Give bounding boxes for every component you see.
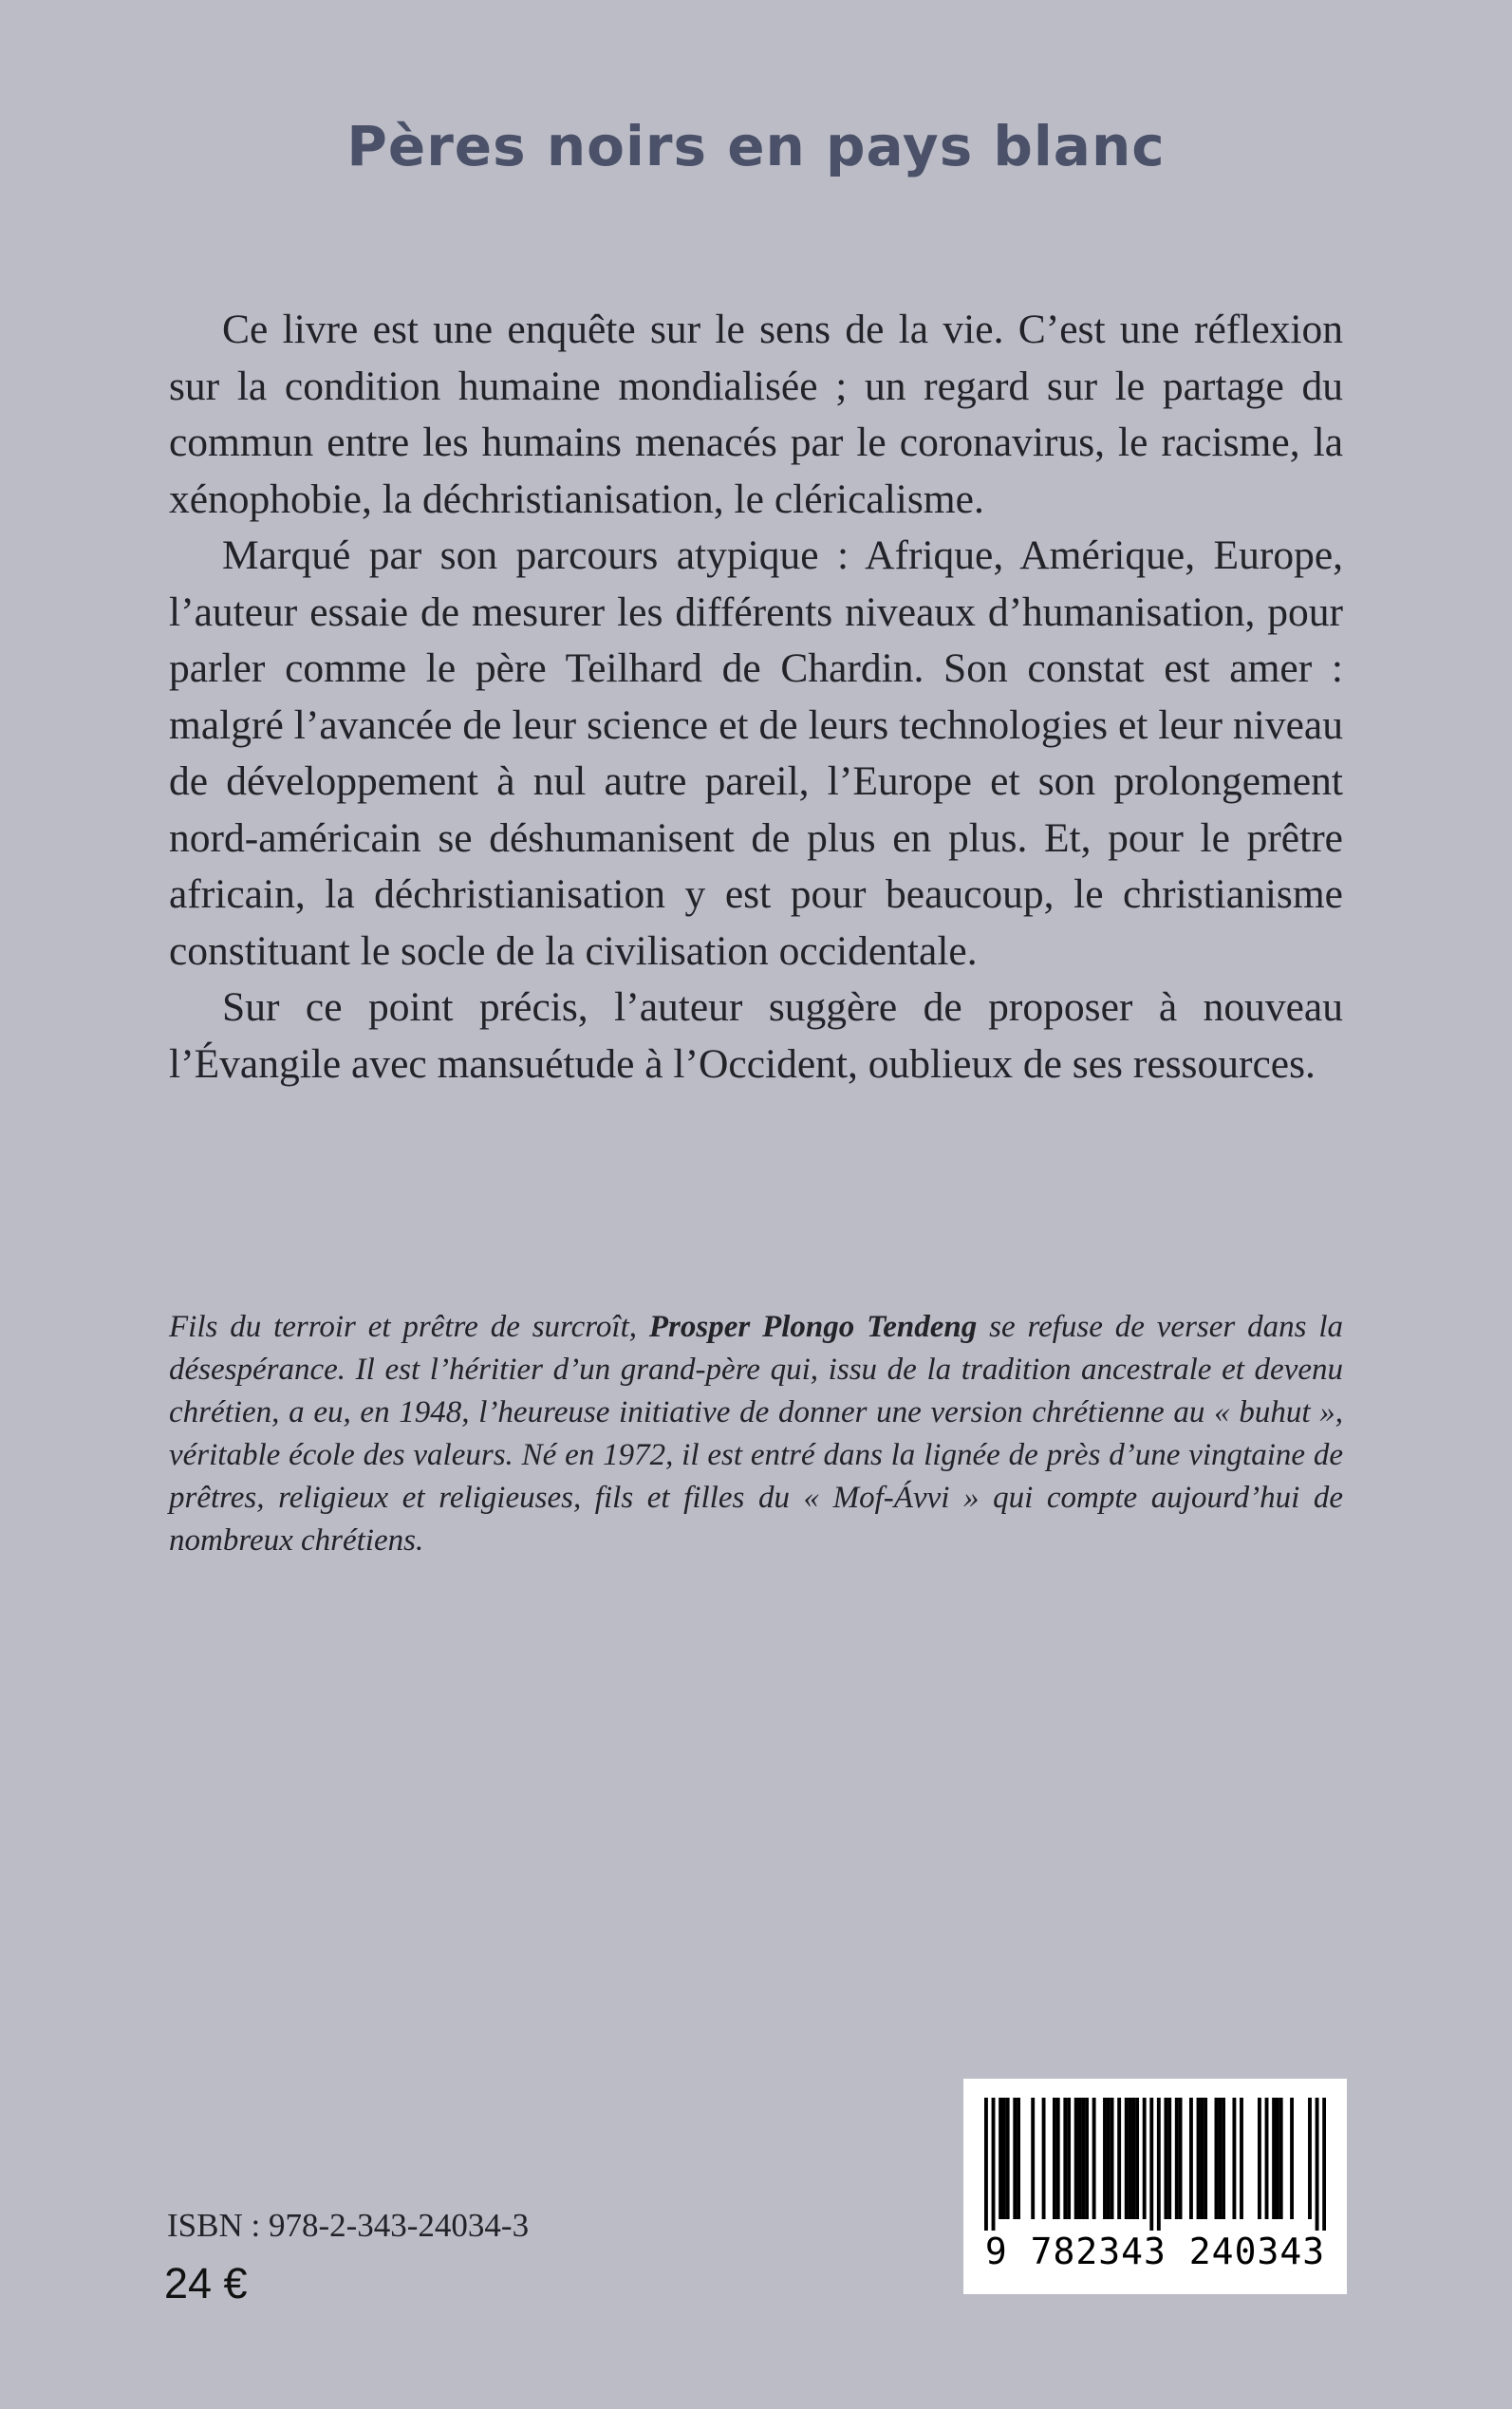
- back-cover-blurb: [169, 302, 1343, 1092]
- barcode-bar: [1157, 2098, 1161, 2231]
- barcode-bar: [1204, 2098, 1207, 2219]
- barcode-bar: [1265, 2098, 1269, 2219]
- barcode-bar: [1103, 2098, 1107, 2219]
- barcode-bar: [1218, 2098, 1222, 2219]
- barcode-bar: [1006, 2098, 1010, 2219]
- author-bio: [169, 1306, 1343, 1562]
- barcode-bar: [1179, 2098, 1183, 2219]
- barcode-bar: [1074, 2098, 1078, 2219]
- barcode-bar: [1167, 2098, 1171, 2219]
- barcode-bar: [1222, 2098, 1225, 2219]
- blurb-paragraph: Ce livre est une enquête sur le sens de la vie. C’est une réflexion sur la condition humaine mondialisée ; un regard sur le partage du commun entre les humains menacés par le coronavirus, le racisme, la xénophobie, la déchristianisation, le cléricalisme.: [169, 307, 1343, 522]
- barcode-bar: [1081, 2098, 1085, 2219]
- barcode-bar: [1013, 2098, 1017, 2219]
- barcode-bar: [1111, 2098, 1114, 2219]
- barcode-bar: [1002, 2098, 1006, 2219]
- isbn: ISBN : 978-2-343-24034-3: [167, 2207, 530, 2244]
- book-title: Pères noirs en pays blanc: [346, 114, 1166, 178]
- barcode-bar: [1117, 2098, 1121, 2219]
- author-bio-intro: Fils du terroir et prêtre de surcroît,: [169, 1310, 649, 1344]
- barcode-bar: [1125, 2098, 1129, 2219]
- barcode: [963, 2079, 1347, 2294]
- barcode-bar: [1078, 2098, 1082, 2219]
- barcode-bar: [1215, 2098, 1219, 2219]
- barcode-bar: [1056, 2098, 1060, 2219]
- author-bio-text: se refuse de verser dans la désespérance. Il est l’héritier d’un grand-père qui, issu de la tradition ancestrale et devenu chrétien, a eu, en 1948, l’heureuse initiative de donner une version chrétienne au « buhut », véritable école des valeurs. Né en 1972, il est entré dans la lignée de près d’une vingtaine de prêtres, religieux et religieuses, fils et filles du « Mof-Ávvi » qui compte aujourd’hui de nombreux chrétiens.: [169, 1310, 1343, 1558]
- price: 24 €: [164, 2259, 248, 2307]
- barcode-bar: [1143, 2098, 1147, 2219]
- barcode-bar: [1135, 2098, 1139, 2219]
- barcode-bar: [1240, 2098, 1243, 2219]
- barcode-bar: [1200, 2098, 1204, 2219]
- barcode-bar: [1164, 2098, 1167, 2219]
- barcode-bar: [992, 2098, 996, 2231]
- blurb-paragraph: Marqué par son parcours atypique : Afrique, Amérique, Europe, l’auteur essaie de mesurer les différents niveaux d’humanisation, pour parler comme le père Teilhard de Chardin. Son constat est amer : malgré l’avancée de leur science et de leurs technologies et leur niveau de développement à nul autre pareil, l’Europe et son prolongement nord-américain se déshumanisent de plus en plus. Et, pour le prêtre africain, la déchristianisation y est pour beaucoup, le christianisme constituant le socle de la civilisation occidentale.: [169, 532, 1343, 974]
- barcode-bar: [1107, 2098, 1111, 2219]
- barcode-bar: [1258, 2098, 1261, 2219]
- barcode-bar: [1316, 2098, 1319, 2231]
- barcode-bar: [1232, 2098, 1236, 2219]
- barcode-bar: [984, 2098, 988, 2231]
- barcode-bar: [1085, 2098, 1089, 2219]
- author-name: Prosper Plongo Tendeng: [648, 1310, 978, 1344]
- barcode-bars: [984, 2098, 1326, 2231]
- barcode-bar: [1053, 2098, 1056, 2219]
- barcode-bar: [1308, 2098, 1312, 2219]
- barcode-bar: [1189, 2098, 1193, 2219]
- barcode-bar: [1017, 2098, 1020, 2219]
- barcode-bar: [1175, 2098, 1179, 2219]
- barcode-bar: [1131, 2098, 1135, 2219]
- barcode-bar: [1031, 2098, 1035, 2219]
- barcode-digits: 9 782343 240343: [984, 2231, 1326, 2272]
- barcode-bar: [1197, 2098, 1201, 2219]
- barcode-bar: [1290, 2098, 1294, 2219]
- barcode-bar: [1092, 2098, 1096, 2219]
- barcode-bar: [1063, 2098, 1067, 2219]
- barcode-bar: [1149, 2098, 1153, 2231]
- barcode-bar: [1067, 2098, 1071, 2219]
- barcode-bar: [1042, 2098, 1046, 2219]
- barcode-bar: [999, 2098, 1002, 2219]
- barcode-bar: [1276, 2098, 1279, 2219]
- barcode-bar: [1322, 2098, 1326, 2231]
- barcode-bar: [1279, 2098, 1283, 2219]
- barcode-bar: [1272, 2098, 1276, 2219]
- barcode-bar: [1129, 2098, 1132, 2219]
- blurb-paragraph: Sur ce point précis, l’auteur suggère de proposer à nouveau l’Évangile avec mansuétude à l’Occident, oublieux de ses ressources.: [169, 984, 1343, 1087]
